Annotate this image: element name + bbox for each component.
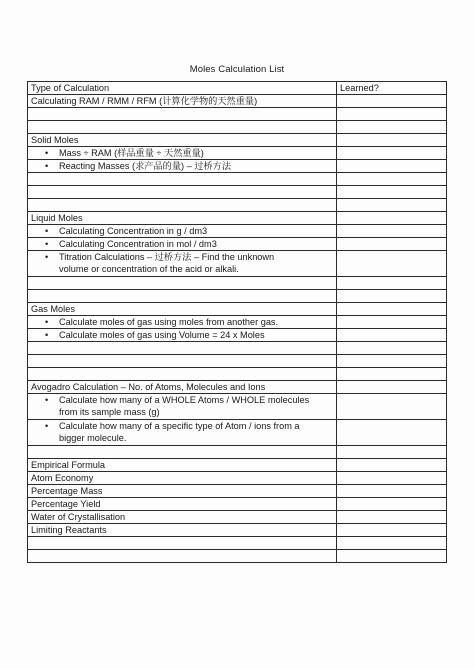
table-row bbox=[28, 524, 447, 537]
learned-cell[interactable] bbox=[337, 329, 447, 342]
table-row bbox=[28, 238, 447, 251]
calculation-type-cell bbox=[28, 329, 337, 342]
calculation-type-text: Gas Moles bbox=[31, 304, 75, 314]
table-row bbox=[28, 316, 447, 329]
learned-cell[interactable] bbox=[337, 225, 447, 238]
learned-cell[interactable] bbox=[337, 121, 447, 134]
learned-cell[interactable] bbox=[337, 420, 447, 446]
calculation-type-cell bbox=[28, 485, 337, 498]
page-title: Moles Calculation List bbox=[189, 64, 285, 75]
learned-cell[interactable] bbox=[337, 381, 447, 394]
calculation-type-cell bbox=[28, 173, 337, 186]
learned-cell[interactable] bbox=[337, 316, 447, 329]
calculation-type-cell bbox=[28, 381, 337, 394]
calculation-type-cell bbox=[28, 186, 337, 199]
calculation-type-text: Limiting Reactants bbox=[31, 525, 107, 535]
calculation-type-cell bbox=[28, 342, 337, 355]
table-row bbox=[28, 459, 447, 472]
table-row bbox=[28, 277, 447, 290]
calculation-type-cell bbox=[28, 446, 337, 459]
learned-cell[interactable] bbox=[337, 95, 447, 108]
learned-cell[interactable] bbox=[337, 537, 447, 550]
table-row bbox=[28, 95, 447, 108]
table-row bbox=[28, 537, 447, 550]
calculation-type-cell bbox=[28, 238, 337, 251]
learned-cell[interactable] bbox=[337, 251, 447, 277]
bullet-text: • Calculating Concentration in mol / dm3 bbox=[59, 239, 217, 249]
calculation-type-cell bbox=[28, 498, 337, 511]
calculation-type-cell bbox=[28, 147, 337, 160]
calculation-type-cell bbox=[28, 277, 337, 290]
table-row bbox=[28, 134, 447, 147]
learned-cell[interactable] bbox=[337, 186, 447, 199]
learned-cell[interactable] bbox=[337, 485, 447, 498]
bullet-text: • Calculate moles of gas using Volume = 24 x Moles bbox=[59, 330, 265, 340]
bullet-text: • Reacting Masses (求产品的量) – 过桥方法 bbox=[59, 161, 232, 171]
bullet-text: • Mass ÷ RAM (样品重量 ÷ 天然重量) bbox=[59, 148, 204, 158]
table-row bbox=[28, 147, 447, 160]
learned-cell[interactable] bbox=[337, 511, 447, 524]
learned-cell[interactable] bbox=[337, 368, 447, 381]
calculation-type-cell bbox=[28, 355, 337, 368]
header-learned: Learned? bbox=[337, 82, 447, 95]
table-row bbox=[28, 342, 447, 355]
table-row bbox=[28, 498, 447, 511]
bullet-item bbox=[31, 238, 333, 250]
table-row bbox=[28, 212, 447, 225]
table-row bbox=[28, 368, 447, 381]
calculation-type-cell bbox=[28, 459, 337, 472]
calculation-type-text: Percentage Mass bbox=[31, 486, 103, 496]
calculation-type-cell bbox=[28, 394, 337, 420]
calculation-type-cell bbox=[28, 316, 337, 329]
learned-cell[interactable] bbox=[337, 238, 447, 251]
table-row bbox=[28, 108, 447, 121]
table-row bbox=[28, 355, 447, 368]
calculation-type-cell bbox=[28, 134, 337, 147]
calculation-type-cell bbox=[28, 160, 337, 173]
learned-cell[interactable] bbox=[337, 277, 447, 290]
calculation-type-cell bbox=[28, 251, 337, 277]
table-header-row bbox=[28, 82, 447, 95]
learned-cell[interactable] bbox=[337, 173, 447, 186]
table-row bbox=[28, 160, 447, 173]
table-row bbox=[28, 420, 447, 446]
learned-cell[interactable] bbox=[337, 290, 447, 303]
calculation-type-text: Avogadro Calculation – No. of Atoms, Molecules and Ions bbox=[31, 382, 266, 392]
calculation-type-cell bbox=[28, 472, 337, 485]
learned-cell[interactable] bbox=[337, 199, 447, 212]
bullet-item bbox=[31, 420, 333, 444]
table-row bbox=[28, 199, 447, 212]
bullet-text: • Calculate how many of a specific type of Atom / ions from a bbox=[59, 421, 300, 431]
calculation-type-cell bbox=[28, 550, 337, 563]
learned-cell[interactable] bbox=[337, 134, 447, 147]
header-type-of-calculation: Type of Calculation bbox=[28, 82, 337, 95]
calculation-type-text: Atom Economy bbox=[31, 473, 94, 483]
table-row bbox=[28, 329, 447, 342]
bullet-text: • Calculate how many of a WHOLE Atoms / WHOLE molecules bbox=[59, 395, 310, 405]
bullet-item bbox=[31, 251, 333, 275]
calculation-type-text: Empirical Formula bbox=[31, 460, 106, 470]
bullet-item bbox=[31, 394, 333, 418]
learned-cell[interactable] bbox=[337, 212, 447, 225]
bullet-text: volume or concentration of the acid or alkali. bbox=[59, 264, 239, 274]
calculation-type-cell bbox=[28, 511, 337, 524]
table-row bbox=[28, 381, 447, 394]
learned-cell[interactable] bbox=[337, 524, 447, 537]
bullet-item bbox=[31, 225, 333, 237]
calculation-type-text: Water of Crystallisation bbox=[31, 512, 126, 522]
bullet-text: • Calculate moles of gas using moles from another gas. bbox=[59, 317, 279, 327]
calculation-type-cell bbox=[28, 121, 337, 134]
learned-cell[interactable] bbox=[337, 459, 447, 472]
learned-cell[interactable] bbox=[337, 303, 447, 316]
bullet-text: from its sample mass (g) bbox=[59, 407, 160, 417]
calculation-type-cell bbox=[28, 108, 337, 121]
table-row bbox=[28, 121, 447, 134]
table-row bbox=[28, 446, 447, 459]
learned-cell[interactable] bbox=[337, 472, 447, 485]
table-row bbox=[28, 251, 447, 277]
bullet-text: • Titration Calculations – 过桥方法 – Find the unknown bbox=[59, 252, 275, 262]
learned-cell[interactable] bbox=[337, 394, 447, 420]
table-row bbox=[28, 511, 447, 524]
bullet-text: • Calculating Concentration in g / dm3 bbox=[59, 226, 208, 236]
calculation-type-text: Solid Moles bbox=[31, 135, 79, 145]
learned-cell[interactable] bbox=[337, 498, 447, 511]
calculation-type-cell bbox=[28, 537, 337, 550]
bullet-text: bigger molecule. bbox=[59, 433, 127, 443]
learned-cell[interactable] bbox=[337, 550, 447, 563]
calculation-type-cell bbox=[28, 212, 337, 225]
table-row bbox=[28, 225, 447, 238]
table-row bbox=[28, 550, 447, 563]
table-row bbox=[28, 186, 447, 199]
learned-cell[interactable] bbox=[337, 160, 447, 173]
calculation-type-text: Percentage Yield bbox=[31, 499, 101, 509]
bullet-item bbox=[31, 329, 333, 341]
calculation-type-cell bbox=[28, 524, 337, 537]
learned-cell[interactable] bbox=[337, 342, 447, 355]
learned-cell[interactable] bbox=[337, 108, 447, 121]
table-row bbox=[28, 472, 447, 485]
calculation-table bbox=[27, 81, 447, 563]
calculation-type-cell bbox=[28, 225, 337, 238]
calculation-type-text: Calculating RAM / RMM / RFM (计算化学物的天然重量) bbox=[31, 96, 258, 106]
calculation-type-cell bbox=[28, 290, 337, 303]
bullet-item bbox=[31, 316, 333, 328]
bullet-item bbox=[31, 160, 333, 172]
bullet-item bbox=[31, 147, 333, 159]
table-body bbox=[28, 82, 447, 563]
calculation-type-cell bbox=[28, 368, 337, 381]
calculation-type-cell bbox=[28, 303, 337, 316]
learned-cell[interactable] bbox=[337, 147, 447, 160]
calculation-type-cell bbox=[28, 95, 337, 108]
calculation-type-cell bbox=[28, 420, 337, 446]
table-row bbox=[28, 290, 447, 303]
learned-cell[interactable] bbox=[337, 446, 447, 459]
table-row bbox=[28, 173, 447, 186]
table-row bbox=[28, 394, 447, 420]
calculation-type-cell bbox=[28, 199, 337, 212]
table-row bbox=[28, 485, 447, 498]
calculation-type-text: Liquid Moles bbox=[31, 213, 83, 223]
learned-cell[interactable] bbox=[337, 355, 447, 368]
table-row bbox=[28, 303, 447, 316]
